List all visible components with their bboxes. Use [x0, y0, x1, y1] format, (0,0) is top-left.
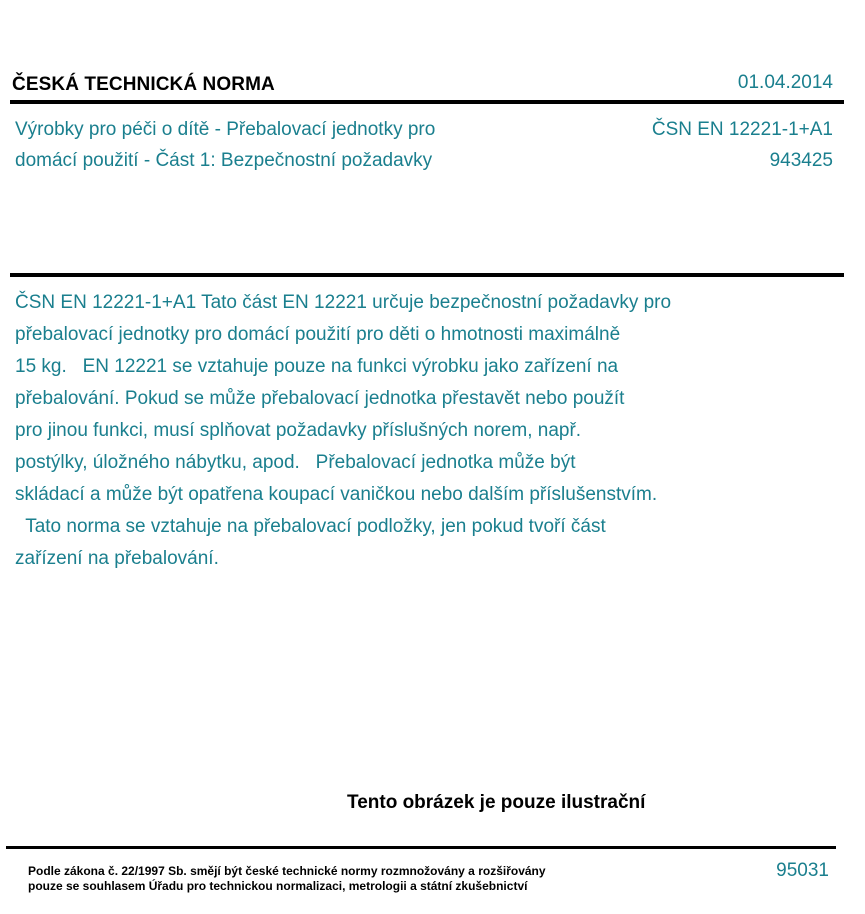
legal-notice-line: pouze se souhlasem Úřadu pro technickou normalizaci, metrologii a státní zkušebnictví [28, 879, 528, 893]
illustration-disclaimer: Tento obrázek je pouze ilustrační [347, 792, 646, 813]
standard-identifier [652, 114, 833, 176]
annotation-line: postýlky, úložného nábytku, apod. Přebalovací jednotka může být [15, 452, 576, 473]
annotation-line: přebalovací jednotky pro domácí použití pro děti o hmotnosti maximálně [15, 324, 621, 345]
legal-notice-line: Podle zákona č. 22/1997 Sb. smějí být české technické normy rozmnožovány a rozšiřovány [28, 864, 546, 878]
header-divider [10, 100, 844, 104]
standard-code: ČSN EN 12221-1+A1 [651, 119, 833, 140]
standard-annotation [15, 287, 775, 575]
annotation-line: ČSN EN 12221-1+A1 Tato část EN 12221 určuje bezpečnostní požadavky pro [15, 292, 672, 313]
annotation-line: pro jinou funkci, musí splňovat požadavky příslušných norem, např. [15, 420, 582, 441]
publication-date: 01.04.2014 [737, 72, 833, 93]
annotation-line: Tato norma se vztahuje na přebalovací podložky, jen pokud tvoří část [15, 516, 606, 537]
standard-title [15, 114, 535, 176]
price-code: 95031 [776, 860, 829, 881]
standard-title-line: Výrobky pro péči o dítě - Přebalovací jednotky pro [15, 119, 436, 140]
footer-divider [6, 846, 836, 849]
standard-title-line: domácí použití - Část 1: Bezpečnostní požadavky [15, 150, 433, 171]
annotation-line: zařízení na přebalování. [15, 548, 219, 569]
annotation-line: přebalování. Pokud se může přebalovací jednotka přestavět nebo použít [15, 388, 625, 409]
document-header-title: ČESKÁ TECHNICKÁ NORMA [12, 74, 275, 95]
legal-notice [28, 864, 546, 894]
section-divider [10, 273, 844, 277]
annotation-line: skládací a může být opatřena koupací vaničkou nebo dalším příslušenstvím. [15, 484, 658, 505]
annotation-line: 15 kg. EN 12221 se vztahuje pouze na funkci výrobku jako zařízení na [15, 356, 619, 377]
catalog-number: 943425 [769, 150, 833, 171]
